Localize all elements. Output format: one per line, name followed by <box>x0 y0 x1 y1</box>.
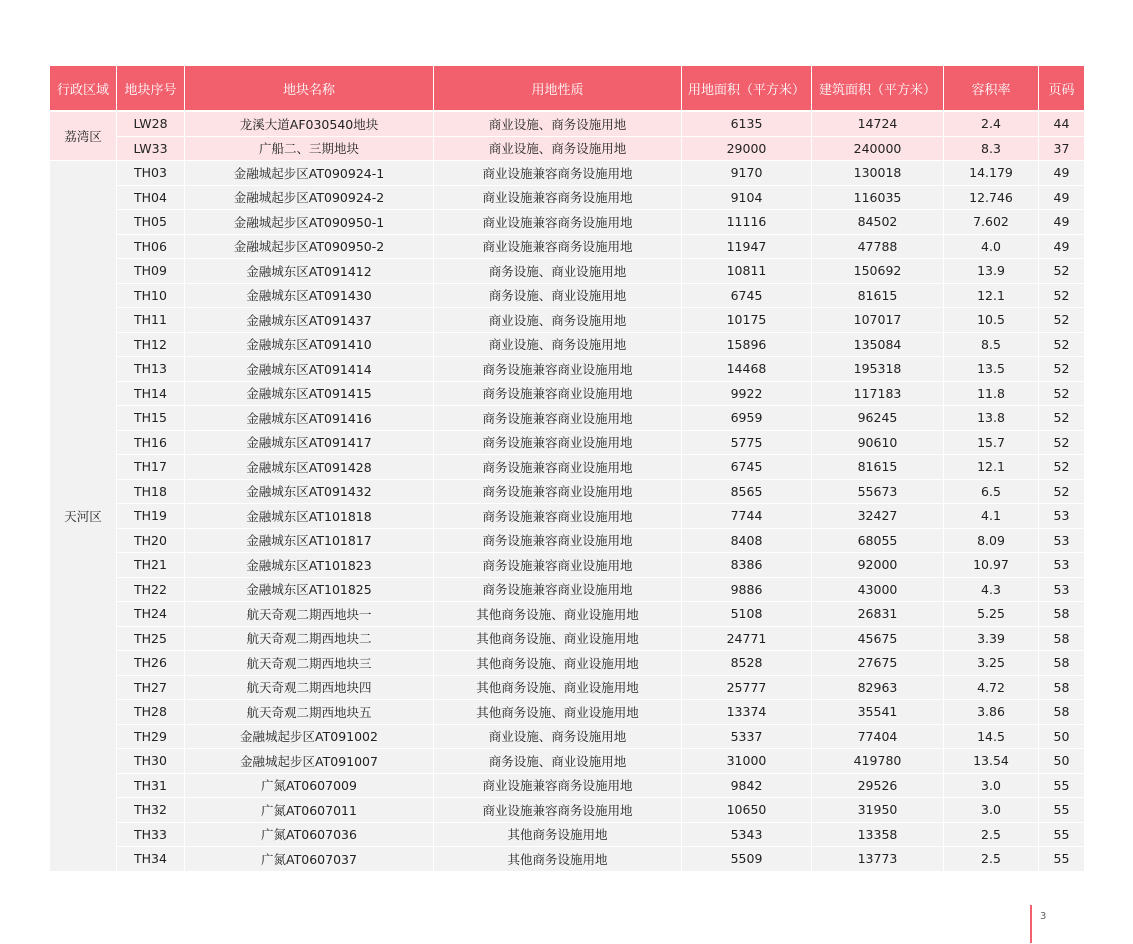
parcel-id-cell: TH21 <box>117 553 185 578</box>
page-cell: 58 <box>1039 700 1084 725</box>
parcel-name-cell: 航天奇观二期西地块一 <box>185 602 434 627</box>
land-use-cell: 商业设施兼容商务设施用地 <box>434 186 682 211</box>
parcel-id-cell: TH14 <box>117 382 185 407</box>
parcel-id-cell: TH32 <box>117 798 185 823</box>
building-area-cell: 117183 <box>812 382 944 407</box>
land-area-cell: 11116 <box>682 210 812 235</box>
page-cell: 50 <box>1039 749 1084 774</box>
plot-ratio-cell: 2.5 <box>944 847 1039 872</box>
land-area-cell: 6745 <box>682 284 812 309</box>
land-area-cell: 5509 <box>682 847 812 872</box>
land-use-cell: 商业设施、商务设施用地 <box>434 137 682 162</box>
table-row <box>50 823 1084 848</box>
table-row <box>50 186 1084 211</box>
plot-ratio-cell: 15.7 <box>944 431 1039 456</box>
land-area-cell: 25777 <box>682 676 812 701</box>
land-use-cell: 商业设施兼容商务设施用地 <box>434 235 682 260</box>
land-area-cell: 9842 <box>682 774 812 799</box>
header-page: 页码 <box>1039 66 1084 112</box>
plot-ratio-cell: 8.5 <box>944 333 1039 358</box>
parcel-id-cell: LW33 <box>117 137 185 162</box>
header-building-area: 建筑面积（平方米） <box>812 66 944 112</box>
land-use-cell: 其他商务设施、商业设施用地 <box>434 651 682 676</box>
parcel-id-cell: TH03 <box>117 161 185 186</box>
parcel-id-cell: TH10 <box>117 284 185 309</box>
parcel-name-cell: 航天奇观二期西地块五 <box>185 700 434 725</box>
parcel-name-cell: 金融城东区AT091437 <box>185 308 434 333</box>
plot-ratio-cell: 2.4 <box>944 112 1039 137</box>
plot-ratio-cell: 14.179 <box>944 161 1039 186</box>
building-area-cell: 68055 <box>812 529 944 554</box>
parcel-name-cell: 金融城起步区AT091007 <box>185 749 434 774</box>
land-use-cell: 商业设施、商务设施用地 <box>434 112 682 137</box>
page-cell: 44 <box>1039 112 1084 137</box>
table-row <box>50 161 1084 186</box>
district-cell: 荔湾区 <box>50 112 117 161</box>
parcel-name-cell: 金融城东区AT091428 <box>185 455 434 480</box>
plot-ratio-cell: 13.5 <box>944 357 1039 382</box>
parcel-id-cell: TH12 <box>117 333 185 358</box>
parcel-id-cell: TH28 <box>117 700 185 725</box>
plot-ratio-cell: 10.5 <box>944 308 1039 333</box>
parcel-name-cell: 金融城起步区AT090950-1 <box>185 210 434 235</box>
land-use-cell: 商务设施兼容商业设施用地 <box>434 406 682 431</box>
building-area-cell: 92000 <box>812 553 944 578</box>
plot-ratio-cell: 14.5 <box>944 725 1039 750</box>
page-footer <box>1030 905 1046 943</box>
land-area-cell: 5775 <box>682 431 812 456</box>
parcel-id-cell: TH18 <box>117 480 185 505</box>
land-area-cell: 15896 <box>682 333 812 358</box>
building-area-cell: 27675 <box>812 651 944 676</box>
table-row <box>50 578 1084 603</box>
parcel-name-cell: 金融城起步区AT090950-2 <box>185 235 434 260</box>
land-area-cell: 8565 <box>682 480 812 505</box>
land-parcel-table <box>50 66 1084 872</box>
parcel-id-cell: TH24 <box>117 602 185 627</box>
building-area-cell: 240000 <box>812 137 944 162</box>
parcel-id-cell: TH30 <box>117 749 185 774</box>
parcel-name-cell: 金融城东区AT101818 <box>185 504 434 529</box>
parcel-id-cell: TH09 <box>117 259 185 284</box>
page-cell: 52 <box>1039 382 1084 407</box>
parcel-id-cell: TH20 <box>117 529 185 554</box>
table-row <box>50 235 1084 260</box>
table-row <box>50 529 1084 554</box>
parcel-name-cell: 金融城起步区AT090924-1 <box>185 161 434 186</box>
table-row <box>50 553 1084 578</box>
table-row <box>50 259 1084 284</box>
parcel-name-cell: 金融城东区AT091416 <box>185 406 434 431</box>
table-row <box>50 725 1084 750</box>
parcel-id-cell: TH33 <box>117 823 185 848</box>
land-area-cell: 9922 <box>682 382 812 407</box>
page-cell: 52 <box>1039 357 1084 382</box>
land-use-cell: 其他商务设施、商业设施用地 <box>434 676 682 701</box>
header-land-use: 用地性质 <box>434 66 682 112</box>
table-row <box>50 284 1084 309</box>
land-use-cell: 商务设施兼容商业设施用地 <box>434 382 682 407</box>
land-use-cell: 其他商务设施用地 <box>434 847 682 872</box>
building-area-cell: 96245 <box>812 406 944 431</box>
table-row <box>50 504 1084 529</box>
page-cell: 58 <box>1039 676 1084 701</box>
land-area-cell: 6959 <box>682 406 812 431</box>
land-area-cell: 10175 <box>682 308 812 333</box>
parcel-name-cell: 金融城起步区AT091002 <box>185 725 434 750</box>
table-row <box>50 308 1084 333</box>
table-header-row <box>50 66 1084 112</box>
plot-ratio-cell: 3.86 <box>944 700 1039 725</box>
land-area-cell: 11947 <box>682 235 812 260</box>
land-area-cell: 9104 <box>682 186 812 211</box>
parcel-name-cell: 金融城东区AT091430 <box>185 284 434 309</box>
table-row <box>50 602 1084 627</box>
page-cell: 53 <box>1039 553 1084 578</box>
land-area-cell: 7744 <box>682 504 812 529</box>
land-use-cell: 商业设施兼容商务设施用地 <box>434 210 682 235</box>
parcel-name-cell: 金融城东区AT101817 <box>185 529 434 554</box>
parcel-name-cell: 金融城东区AT101825 <box>185 578 434 603</box>
building-area-cell: 116035 <box>812 186 944 211</box>
land-use-cell: 其他商务设施、商业设施用地 <box>434 700 682 725</box>
parcel-name-cell: 广氮AT0607011 <box>185 798 434 823</box>
table-row <box>50 382 1084 407</box>
header-parcel-name: 地块名称 <box>185 66 434 112</box>
parcel-id-cell: TH22 <box>117 578 185 603</box>
table-row <box>50 406 1084 431</box>
page-cell: 49 <box>1039 161 1084 186</box>
plot-ratio-cell: 3.39 <box>944 627 1039 652</box>
parcel-id-cell: TH11 <box>117 308 185 333</box>
parcel-id-cell: TH34 <box>117 847 185 872</box>
parcel-name-cell: 广氮AT0607009 <box>185 774 434 799</box>
parcel-id-cell: TH27 <box>117 676 185 701</box>
building-area-cell: 14724 <box>812 112 944 137</box>
land-area-cell: 5108 <box>682 602 812 627</box>
table-row <box>50 798 1084 823</box>
building-area-cell: 45675 <box>812 627 944 652</box>
building-area-cell: 81615 <box>812 455 944 480</box>
parcel-name-cell: 金融城东区AT091417 <box>185 431 434 456</box>
land-area-cell: 5337 <box>682 725 812 750</box>
building-area-cell: 55673 <box>812 480 944 505</box>
parcel-id-cell: TH19 <box>117 504 185 529</box>
land-area-cell: 6135 <box>682 112 812 137</box>
table-row <box>50 137 1084 162</box>
land-area-cell: 5343 <box>682 823 812 848</box>
land-use-cell: 商业设施兼容商务设施用地 <box>434 798 682 823</box>
table-row <box>50 774 1084 799</box>
parcel-name-cell: 金融城东区AT091412 <box>185 259 434 284</box>
plot-ratio-cell: 10.97 <box>944 553 1039 578</box>
plot-ratio-cell: 8.09 <box>944 529 1039 554</box>
header-district: 行政区域 <box>50 66 117 112</box>
parcel-id-cell: TH05 <box>117 210 185 235</box>
parcel-name-cell: 金融城东区AT091415 <box>185 382 434 407</box>
page-cell: 52 <box>1039 406 1084 431</box>
plot-ratio-cell: 12.1 <box>944 284 1039 309</box>
parcel-name-cell: 航天奇观二期西地块四 <box>185 676 434 701</box>
table-row <box>50 357 1084 382</box>
building-area-cell: 13358 <box>812 823 944 848</box>
land-use-cell: 商务设施、商业设施用地 <box>434 749 682 774</box>
page-cell: 53 <box>1039 578 1084 603</box>
table-row <box>50 112 1084 137</box>
land-area-cell: 14468 <box>682 357 812 382</box>
table-row <box>50 333 1084 358</box>
land-area-cell: 10811 <box>682 259 812 284</box>
parcel-name-cell: 金融城东区AT091410 <box>185 333 434 358</box>
parcel-name-cell: 广船二、三期地块 <box>185 137 434 162</box>
plot-ratio-cell: 3.0 <box>944 774 1039 799</box>
page-cell: 55 <box>1039 774 1084 799</box>
land-use-cell: 商业设施兼容商务设施用地 <box>434 161 682 186</box>
building-area-cell: 195318 <box>812 357 944 382</box>
building-area-cell: 47788 <box>812 235 944 260</box>
plot-ratio-cell: 13.9 <box>944 259 1039 284</box>
building-area-cell: 13773 <box>812 847 944 872</box>
building-area-cell: 32427 <box>812 504 944 529</box>
page-cell: 55 <box>1039 798 1084 823</box>
land-area-cell: 9886 <box>682 578 812 603</box>
plot-ratio-cell: 13.8 <box>944 406 1039 431</box>
header-land-area: 用地面积（平方米） <box>682 66 812 112</box>
building-area-cell: 84502 <box>812 210 944 235</box>
parcel-id-cell: TH29 <box>117 725 185 750</box>
parcel-name-cell: 龙溪大道AF030540地块 <box>185 112 434 137</box>
land-use-cell: 其他商务设施、商业设施用地 <box>434 627 682 652</box>
land-use-cell: 商务设施兼容商业设施用地 <box>434 431 682 456</box>
building-area-cell: 43000 <box>812 578 944 603</box>
parcel-id-cell: TH17 <box>117 455 185 480</box>
table-row <box>50 847 1084 872</box>
land-area-cell: 24771 <box>682 627 812 652</box>
building-area-cell: 130018 <box>812 161 944 186</box>
plot-ratio-cell: 2.5 <box>944 823 1039 848</box>
land-area-cell: 8528 <box>682 651 812 676</box>
parcel-name-cell: 金融城起步区AT090924-2 <box>185 186 434 211</box>
table-row <box>50 480 1084 505</box>
land-use-cell: 商务设施、商业设施用地 <box>434 259 682 284</box>
building-area-cell: 82963 <box>812 676 944 701</box>
parcel-id-cell: TH25 <box>117 627 185 652</box>
land-use-cell: 商务设施兼容商业设施用地 <box>434 455 682 480</box>
table-row <box>50 700 1084 725</box>
plot-ratio-cell: 4.1 <box>944 504 1039 529</box>
plot-ratio-cell: 11.8 <box>944 382 1039 407</box>
parcel-id-cell: TH13 <box>117 357 185 382</box>
parcel-id-cell: TH26 <box>117 651 185 676</box>
building-area-cell: 26831 <box>812 602 944 627</box>
land-area-cell: 6745 <box>682 455 812 480</box>
land-area-cell: 29000 <box>682 137 812 162</box>
land-use-cell: 商务设施、商业设施用地 <box>434 284 682 309</box>
land-use-cell: 商业设施、商务设施用地 <box>434 308 682 333</box>
header-plot-ratio: 容积率 <box>944 66 1039 112</box>
parcel-id-cell: LW28 <box>117 112 185 137</box>
page-cell: 49 <box>1039 186 1084 211</box>
plot-ratio-cell: 12.1 <box>944 455 1039 480</box>
land-use-cell: 其他商务设施、商业设施用地 <box>434 602 682 627</box>
page-number: 3 <box>1040 911 1047 922</box>
land-use-cell: 商务设施兼容商业设施用地 <box>434 553 682 578</box>
page-cell: 49 <box>1039 235 1084 260</box>
table-body <box>50 112 1084 872</box>
table-row <box>50 627 1084 652</box>
parcel-id-cell: TH06 <box>117 235 185 260</box>
page-cell: 58 <box>1039 627 1084 652</box>
plot-ratio-cell: 7.602 <box>944 210 1039 235</box>
header-parcel-id: 地块序号 <box>117 66 185 112</box>
land-use-cell: 商务设施兼容商业设施用地 <box>434 578 682 603</box>
district-cell: 天河区 <box>50 161 117 872</box>
parcel-id-cell: TH16 <box>117 431 185 456</box>
land-use-cell: 商务设施兼容商业设施用地 <box>434 504 682 529</box>
page-cell: 50 <box>1039 725 1084 750</box>
page-cell: 37 <box>1039 137 1084 162</box>
plot-ratio-cell: 6.5 <box>944 480 1039 505</box>
building-area-cell: 29526 <box>812 774 944 799</box>
building-area-cell: 77404 <box>812 725 944 750</box>
building-area-cell: 90610 <box>812 431 944 456</box>
page-cell: 52 <box>1039 308 1084 333</box>
page-cell: 55 <box>1039 823 1084 848</box>
page-cell: 52 <box>1039 333 1084 358</box>
page-cell: 52 <box>1039 431 1084 456</box>
land-use-cell: 商务设施兼容商业设施用地 <box>434 357 682 382</box>
parcel-name-cell: 金融城东区AT101823 <box>185 553 434 578</box>
page-cell: 55 <box>1039 847 1084 872</box>
page-cell: 58 <box>1039 602 1084 627</box>
land-use-cell: 商业设施、商务设施用地 <box>434 725 682 750</box>
building-area-cell: 107017 <box>812 308 944 333</box>
land-area-cell: 8386 <box>682 553 812 578</box>
building-area-cell: 31950 <box>812 798 944 823</box>
page-cell: 58 <box>1039 651 1084 676</box>
plot-ratio-cell: 8.3 <box>944 137 1039 162</box>
table-row <box>50 431 1084 456</box>
land-area-cell: 10650 <box>682 798 812 823</box>
parcel-name-cell: 广氮AT0607036 <box>185 823 434 848</box>
parcel-id-cell: TH04 <box>117 186 185 211</box>
land-use-cell: 商业设施兼容商务设施用地 <box>434 774 682 799</box>
land-use-cell: 商务设施兼容商业设施用地 <box>434 529 682 554</box>
plot-ratio-cell: 12.746 <box>944 186 1039 211</box>
building-area-cell: 81615 <box>812 284 944 309</box>
plot-ratio-cell: 4.0 <box>944 235 1039 260</box>
plot-ratio-cell: 13.54 <box>944 749 1039 774</box>
parcel-id-cell: TH15 <box>117 406 185 431</box>
land-area-cell: 31000 <box>682 749 812 774</box>
page-cell: 53 <box>1039 529 1084 554</box>
parcel-id-cell: TH31 <box>117 774 185 799</box>
land-area-cell: 9170 <box>682 161 812 186</box>
table-row <box>50 749 1084 774</box>
page-cell: 52 <box>1039 480 1084 505</box>
land-use-cell: 其他商务设施用地 <box>434 823 682 848</box>
page-cell: 52 <box>1039 284 1084 309</box>
parcel-name-cell: 航天奇观二期西地块二 <box>185 627 434 652</box>
land-use-cell: 商务设施兼容商业设施用地 <box>434 480 682 505</box>
plot-ratio-cell: 4.3 <box>944 578 1039 603</box>
land-use-cell: 商业设施、商务设施用地 <box>434 333 682 358</box>
page-cell: 53 <box>1039 504 1084 529</box>
parcel-name-cell: 金融城东区AT091414 <box>185 357 434 382</box>
table-row <box>50 210 1084 235</box>
land-area-cell: 8408 <box>682 529 812 554</box>
parcel-name-cell: 航天奇观二期西地块三 <box>185 651 434 676</box>
table-row <box>50 651 1084 676</box>
building-area-cell: 150692 <box>812 259 944 284</box>
page-cell: 52 <box>1039 455 1084 480</box>
plot-ratio-cell: 3.25 <box>944 651 1039 676</box>
land-area-cell: 13374 <box>682 700 812 725</box>
parcel-name-cell: 金融城东区AT091432 <box>185 480 434 505</box>
page-cell: 49 <box>1039 210 1084 235</box>
parcel-name-cell: 广氮AT0607037 <box>185 847 434 872</box>
plot-ratio-cell: 3.0 <box>944 798 1039 823</box>
building-area-cell: 35541 <box>812 700 944 725</box>
plot-ratio-cell: 4.72 <box>944 676 1039 701</box>
building-area-cell: 135084 <box>812 333 944 358</box>
plot-ratio-cell: 5.25 <box>944 602 1039 627</box>
table-row <box>50 676 1084 701</box>
table-row <box>50 455 1084 480</box>
building-area-cell: 419780 <box>812 749 944 774</box>
page-cell: 52 <box>1039 259 1084 284</box>
